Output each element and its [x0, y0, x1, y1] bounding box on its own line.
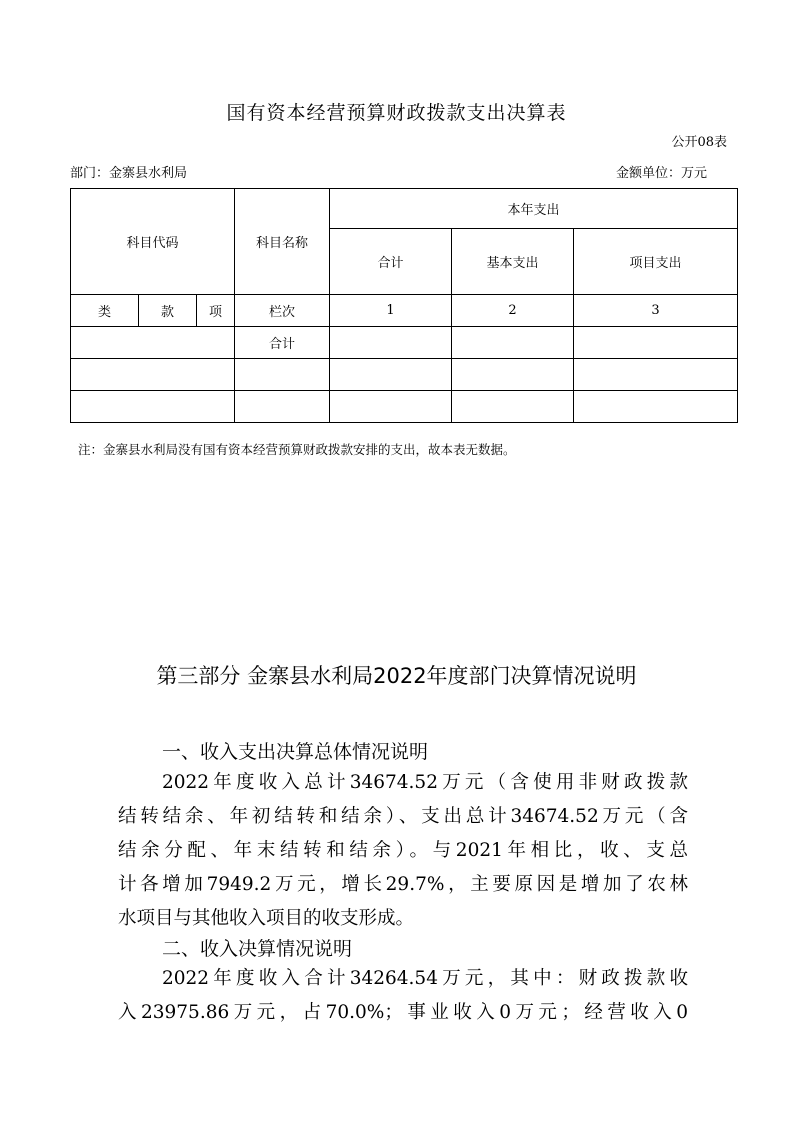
table-cell	[330, 359, 452, 391]
header-subject-code: 科目代码	[71, 189, 235, 295]
table-cell	[71, 359, 235, 391]
header-current-year-expense: 本年支出	[330, 189, 738, 229]
amount-unit-label: 金额单位：万元	[615, 166, 707, 181]
table-cell	[330, 327, 452, 359]
column-number-1: 1	[330, 295, 452, 327]
table-title: 国有资本经营预算财政拨款支出决算表	[226, 102, 567, 124]
heading-income-expense-overview: 一、收入支出决算总体情况说明	[162, 741, 429, 763]
table-cell	[330, 391, 452, 423]
total-row-label: 合计	[235, 327, 330, 359]
paragraph-line: 水项目与其他收入项目的收支形成。	[118, 908, 415, 929]
header-subject-name: 科目名称	[235, 189, 330, 295]
column-number-3: 3	[574, 295, 738, 327]
header-section: 款	[139, 295, 197, 327]
header-column-index: 栏次	[235, 295, 330, 327]
header-project-expense: 项目支出	[574, 229, 738, 295]
heading-income-details: 二、收入决算情况说明	[162, 938, 353, 960]
table-cell	[574, 391, 738, 423]
paragraph-line: 入23975.86万元，占70.0%；事业收入0万元；经营收入0	[118, 1002, 688, 1023]
paragraph-line: 结转结余、年初结转和结余）、支出总计34674.52万元（含	[118, 806, 688, 827]
paragraph-overview	[118, 766, 688, 936]
table-cell	[452, 327, 574, 359]
table-cell	[235, 391, 330, 423]
paragraph-line: 2022年度收入合计34264.54万元，其中：财政拨款收	[162, 968, 688, 989]
table-cell	[71, 391, 235, 423]
column-number-2: 2	[452, 295, 574, 327]
table-cell	[574, 327, 738, 359]
table-cell	[452, 391, 574, 423]
table-cell	[574, 359, 738, 391]
table-note: 注：金寨县水利局没有国有资本经营预算财政拨款安排的支出，故本表无数据。	[78, 442, 516, 457]
form-number: 公开08表	[671, 135, 727, 150]
header-item: 项	[197, 295, 235, 327]
expenditure-table	[70, 188, 738, 423]
paragraph-line: 2022年度收入总计34674.52万元（含使用非财政拨款	[162, 772, 688, 793]
table-cell	[452, 359, 574, 391]
table-cell	[71, 327, 235, 359]
section-title: 第三部分 金寨县水利局2022年度部门决算情况说明	[156, 664, 637, 688]
paragraph-income	[118, 962, 688, 1030]
paragraph-line: 计各增加7949.2万元，增长29.7%，主要原因是增加了农林	[118, 874, 688, 895]
paragraph-line: 结余分配、年末结转和结余）。与2021年相比，收、支总	[118, 840, 688, 861]
header-class: 类	[71, 295, 139, 327]
header-total: 合计	[330, 229, 452, 295]
department-label: 部门：金寨县水利局	[70, 166, 188, 181]
table-cell	[235, 359, 330, 391]
header-basic-expense: 基本支出	[452, 229, 574, 295]
